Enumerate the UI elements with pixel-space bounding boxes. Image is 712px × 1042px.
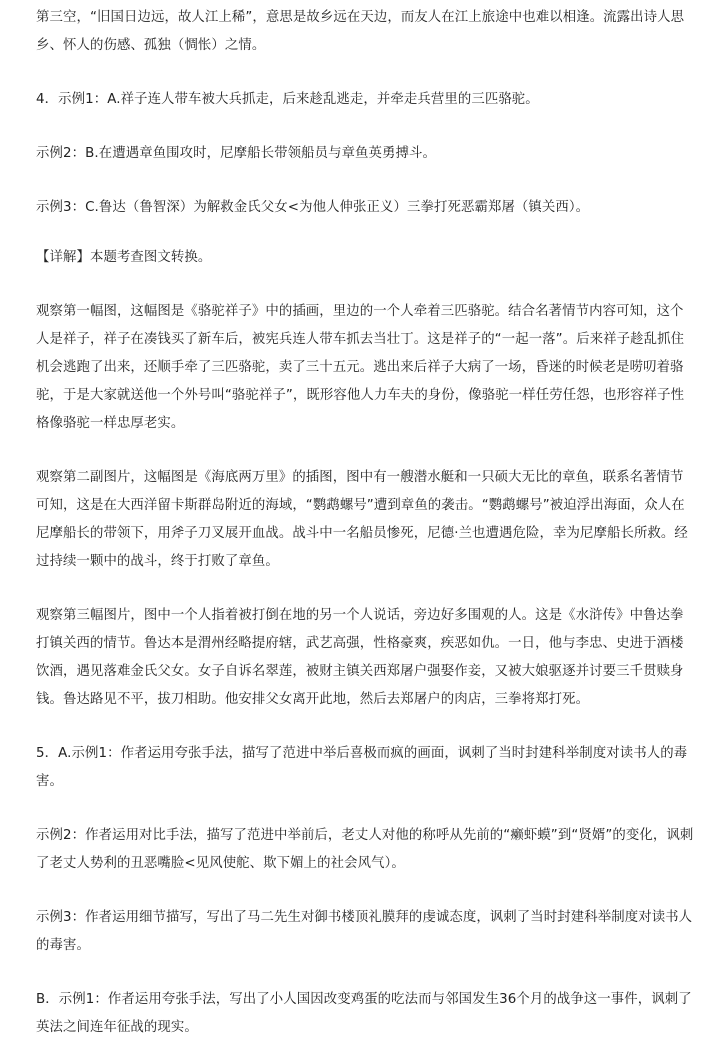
paragraph-q4-example3: 示例3：C.鲁达（鲁智深）为解救金氏父女<为他人伸张正义）三拳打死恶霸郑屠（镇关西）。 — [36, 200, 590, 215]
paragraph-q4-example2: 示例2：B.在遭遇章鱼围攻时，尼摩船长带领船员与章鱼英勇搏斗。 — [36, 146, 436, 161]
paragraph-q4-example1: 4．示例1：A.祥子连人带车被大兵抓走，后来趁乱逃走，并牵走兵营里的三匹骆驼。 — [36, 92, 539, 107]
paragraph-q5-a-example2: 示例2：作者运用对比手法，描写了范进中举前后，老丈人对他的称呼从先前的“癞虾蟆”到“贤婿”的变化，讽刺了老丈人势利的丑恶嘴脸<见风使舵、欺下媚上的社会风气）。 — [36, 828, 694, 871]
paragraph-third-image: 观察第三幅图片，图中一个人指着被打倒在地的另一个人说话，旁边好多围观的人。这是《水浒传》中鲁达拳打镇关西的情节。鲁达本是渭州经略提府辖，武艺高强，性格豪爽，疾恶如仇。一日，他与李忠、史进于酒楼饮酒，遇见落难金氏父女。女子自诉名翠莲，被财主镇关西郑屠户强娶作妾，又被大娘驱逐并讨要三千贯赎身钱。鲁达路见不平，拔刀相助。他安排父女离开此地，然后去郑屠户的肉店，三拳将郑打死。 — [36, 608, 684, 707]
paragraph-q5-a-example1: 5．A.示例1：作者运用夸张手法，描写了范进中举后喜极而疯的画面，讽刺了当时封建科举制度对读书人的毒害。 — [36, 746, 688, 789]
paragraph-detail-heading: 【详解】本题考查图文转换。 — [36, 250, 212, 265]
paragraph-q5-a-example3: 示例3：作者运用细节描写，写出了马二先生对御书楼顶礼膜拜的虔诚态度，讽刺了当时封建科举制度对读书人的毒害。 — [36, 910, 693, 953]
paragraph-second-image: 观察第二副图片，这幅图是《海底两万里》的插图，图中有一艘潜水艇和一只硕大无比的章鱼，联系名著情节可知，这是在大西洋留卡斯群岛附近的海域，“鹦鹉螺号”遭到章鱼的袭击。“鹦鹉螺号”被迫浮出海面，众人在尼摩船长的带领下，用斧子刀叉展开血战。战斗中一名船员惨死，尼德·兰也遭遇危险，幸为尼摩船长所救。经过持续一颗中的战斗，终于打败了章鱼。 — [36, 470, 688, 569]
paragraph-q5-b-example1: B．示例1：作者运用夸张手法，写出了小人国因改变鸡蛋的吃法而与邻国发生36个月的战争这一事件，讽刺了英法之间连年征战的现实。 — [36, 992, 692, 1035]
paragraph-poem-analysis: 第三空，“旧国日边远，故人江上稀”，意思是故乡远在天边，而友人在江上旅途中也难以相逢。流露出诗人思乡、怀人的伤感、孤独（惆怅）之情。 — [36, 10, 685, 53]
paragraph-first-image: 观察第一幅图，这幅图是《骆驼祥子》中的插画，里边的一个人牵着三匹骆驼。结合名著情节内容可知，这个人是祥子，祥子在凑钱买了新车后，被宪兵连人带车抓去当壮丁。这是祥子的“一起一落”。后来祥子趁乱抓住机会逃跑了出来，还顺手牵了三匹骆驼，卖了三十五元。逃出来后祥子大病了一场，昏迷的时候老是唠叨着骆驼，于是大家就送他一个外号叫“骆驼祥子”，既形容他人力车夫的身份，像骆驼一样任劳任怨，也形容祥子性格像骆驼一样忠厚老实。 — [36, 304, 685, 431]
